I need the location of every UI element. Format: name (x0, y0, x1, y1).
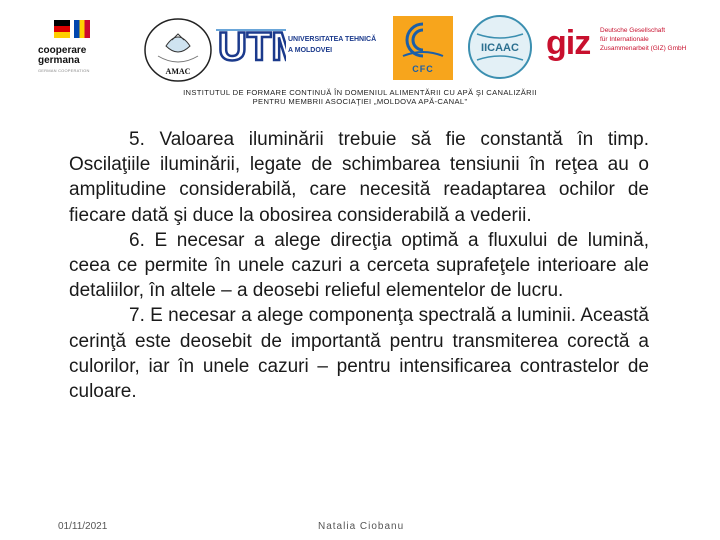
amac-logo-text: AMAC (165, 67, 191, 76)
giz-logo (546, 20, 716, 68)
cooperare-germana-name: cooperare germana (38, 45, 87, 66)
giz-name (600, 26, 686, 53)
institute-header (0, 88, 720, 106)
giz-mark: giz (546, 24, 591, 62)
utm-mark-text: UT (218, 25, 272, 69)
giz-name-line2: für Internationale (600, 36, 649, 43)
cfc-waves-icon (393, 16, 453, 62)
cooperare-germana-subtitle: GERMAN COOPERATION (38, 68, 90, 73)
moldova-flag-icon (74, 20, 90, 38)
utm-logo (216, 20, 384, 70)
body-item-7: 7. E necesar a alege componenţa spectrală a luminii. Această cerinţă este deosebit de importantă pentru transmiterea corectă a culorilor, iar în unele cazuri – pentru intensificarea contrastelor de culoare. (69, 305, 649, 403)
giz-name-line3: Zusammenarbeit (GIZ) GmbH (600, 45, 687, 52)
institute-header-line1: INSTITUTUL DE FORMARE CONTINUĂ ÎN DOMENIUL ALIMENTĂRII CU APĂ ŞI CANALIZĂRII (183, 88, 537, 97)
amac-logo (142, 16, 214, 84)
footer-date: 01/11/2021 (58, 521, 108, 532)
iicaac-logo-text: IICAAC (481, 42, 519, 54)
cooperare-germana-logo (38, 20, 118, 82)
body-item-5: 5. Valoarea iluminării trebuie să fie constantă în timp. Oscilaţiile iluminării, legate de schimbarea tensiunii în reţea au o amplitudine considerabilă, care necesită readaptarea ochilor de fiecare dată şi duce la obosirea considerabilă a vederii. (69, 129, 649, 226)
utm-name-line1: UNIVERSITATEA TEHNICĂ (288, 36, 377, 43)
body-item-6: 6. E necesar a alege direcţia optimă a fluxului de lumină, ceea ce permite în unele cazuri a cerceta suprafeţele interioare ale detaliilor, în altele – a deosebi relieful elementelor de lucru. (69, 229, 649, 302)
footer-author: Natalia Ciobanu (318, 521, 405, 532)
logo-bar (0, 6, 720, 88)
utm-name (288, 34, 376, 56)
institute-header-line2: PENTRU MEMBRII ASOCIAŢIEI „MOLDOVA APĂ-CANAL” (252, 97, 468, 106)
giz-name-line1: Deutsche Gesellschaft (600, 27, 666, 34)
iicaac-logo (467, 14, 533, 80)
utm-mark-icon (216, 20, 286, 70)
cfc-logo (393, 16, 453, 80)
slide-body (69, 127, 649, 404)
cfc-logo-text: CFC (412, 64, 434, 74)
german-flag-icon (54, 20, 70, 38)
utm-name-line2: A MOLDOVEI (288, 47, 333, 54)
